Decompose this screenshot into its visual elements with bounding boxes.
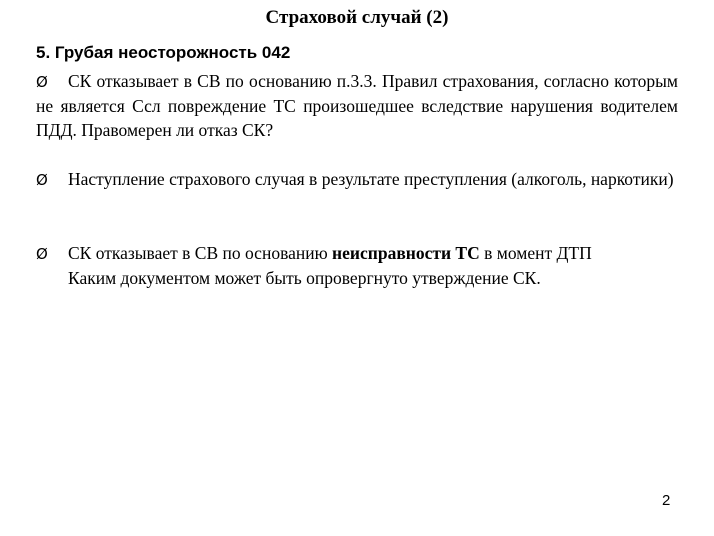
bullet-text-1: СК отказывает в СВ по основанию п.3.3. Правил страхования, согласно которым не является Ссл повреждение ТС произошедшее вследствие нарушения водителем ПДД. Правомерен ли отказ СК?	[36, 71, 678, 140]
bullet-text-3-line2: Каким документом может быть опровергнуто утверждение СК.	[68, 268, 541, 288]
arrow-bullet-icon: Ø	[36, 245, 48, 263]
section-heading: 5. Грубая неосторожность 042	[36, 43, 291, 62]
bullet-text-3-before: СК отказывает в СВ по основанию	[68, 243, 333, 263]
bullet-text-3-after: в момент ДТП	[479, 243, 592, 263]
bullet-item-1	[36, 69, 678, 142]
bullet-item-3	[36, 241, 678, 290]
bullet-text-3-bold: неисправности ТС	[332, 243, 480, 263]
page-number: 2	[662, 492, 671, 509]
bullet-text-2: Наступление страхового случая в результате преступления (алкоголь, наркотики)	[68, 169, 674, 189]
arrow-bullet-icon: Ø	[36, 73, 48, 91]
slide-title: Страховой случай (2)	[265, 7, 449, 28]
arrow-bullet-icon: Ø	[36, 171, 48, 189]
bullet-item-2	[36, 167, 678, 192]
